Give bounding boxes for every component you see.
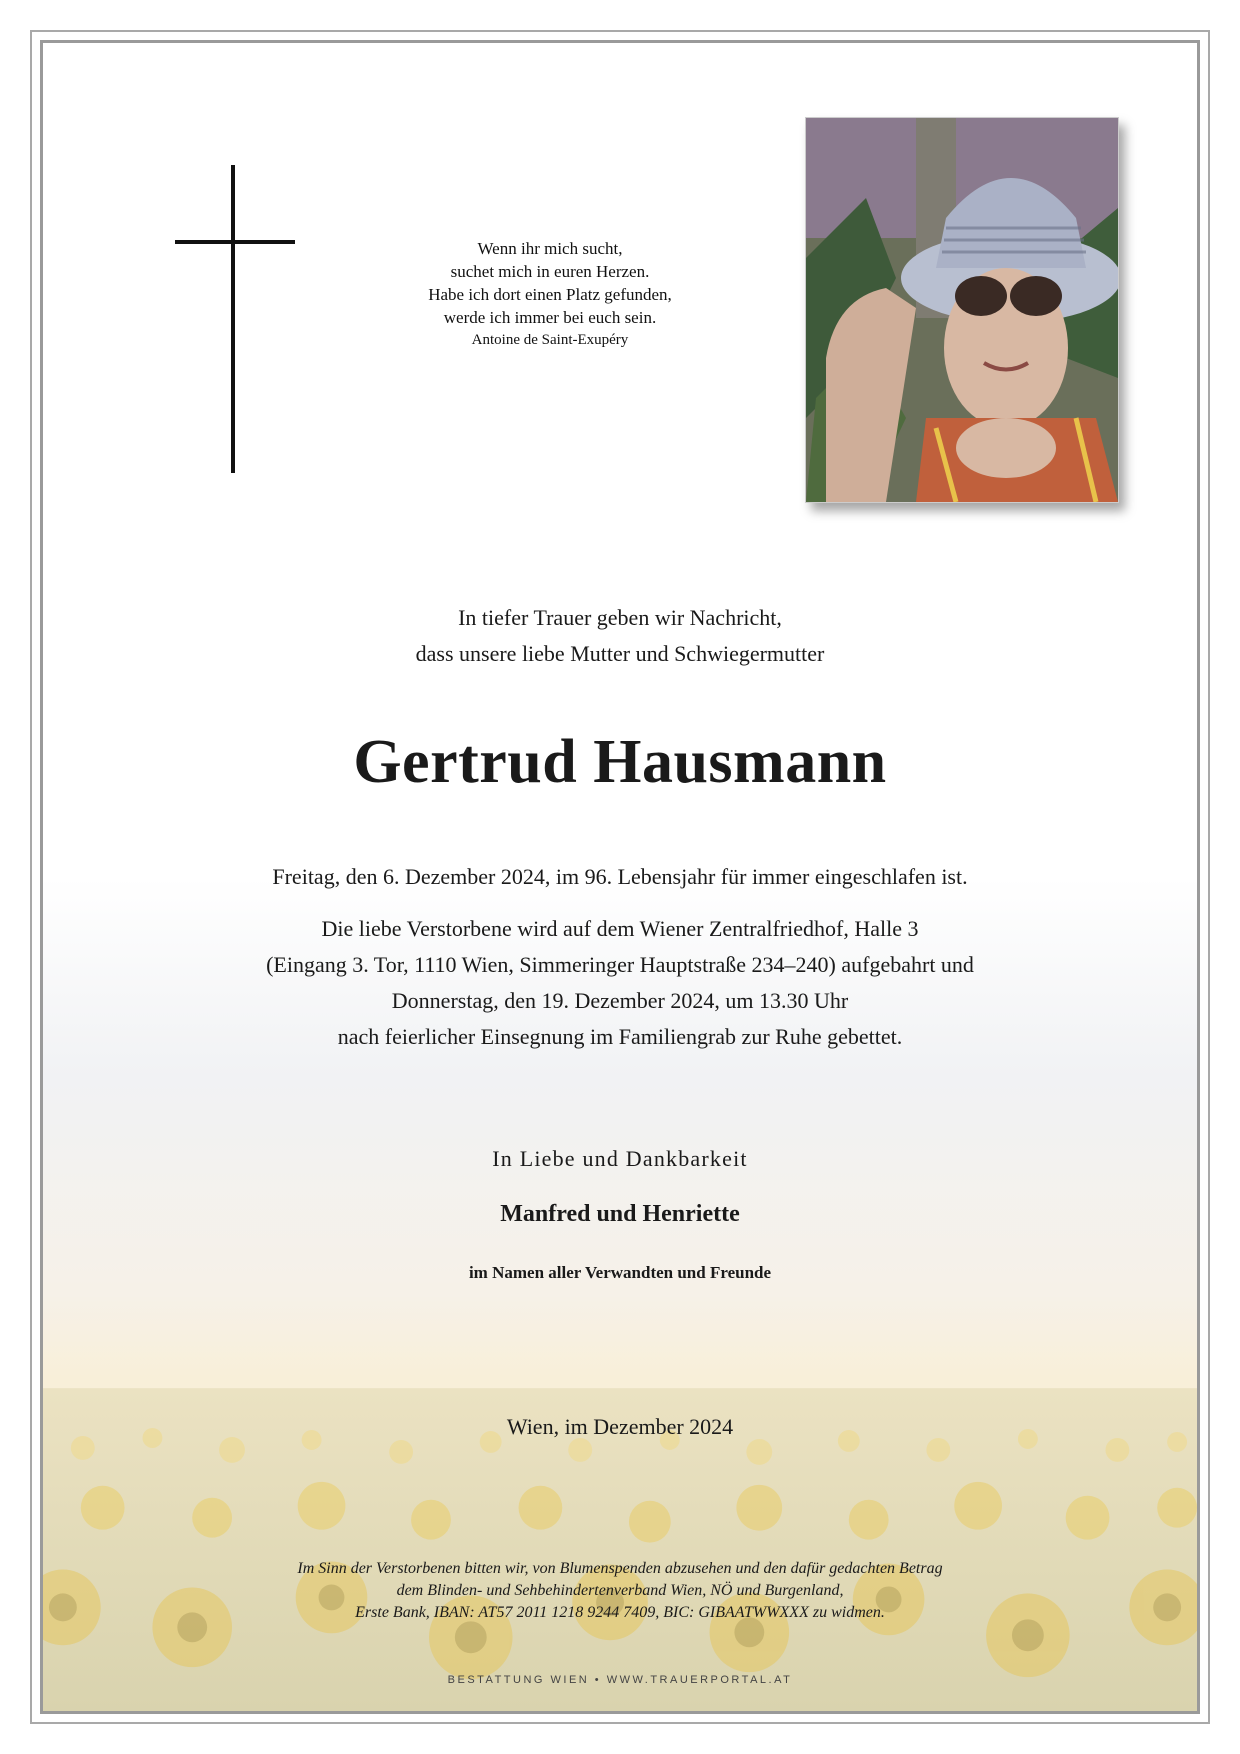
quote-author: Antoine de Saint-Exupéry: [471, 332, 629, 348]
funeral-line: (Eingang 3. Tor, 1110 Wien, Simmeringer Hauptstraße 234–240) aufgebahrt und: [266, 952, 974, 977]
funeral-details: [40, 911, 1200, 1055]
funeral-line: Donnerstag, den 19. Dezember 2024, um 13.30 Uhr: [391, 988, 849, 1013]
portrait-photo: [805, 117, 1119, 503]
cross-symbol: [175, 165, 295, 475]
intro-text: [40, 600, 1200, 672]
donation-line: dem Blinden- und Sehbehindertenverband Wien, NÖ und Burgenland,: [396, 1582, 844, 1599]
donation-line: Im Sinn der Verstorbenen bitten wir, von Blumenspenden abzusehen und den dafür gedachten Betrag: [297, 1560, 943, 1577]
thanks-line: In Liebe und Dankbarkeit: [492, 1146, 748, 1171]
quote-line: suchet mich in euren Herzen.: [450, 262, 650, 281]
quote-line: Wenn ihr mich sucht,: [477, 239, 623, 258]
place-date: Wien, im Dezember 2024: [506, 1414, 734, 1439]
family-subline: im Namen aller Verwandten und Freunde: [468, 1263, 772, 1282]
intro-line: In tiefer Trauer geben wir Nachricht,: [458, 605, 782, 630]
family-names: Manfred und Henriette: [500, 1201, 740, 1227]
deceased-name: Gertrud Hausmann: [353, 728, 887, 796]
poem-quote: [390, 237, 710, 351]
donation-note: [40, 1558, 1200, 1624]
death-notice: Freitag, den 6. Dezember 2024, im 96. Lebensjahr für immer eingeschlafen ist.: [272, 864, 968, 889]
footer-company: BESTATTUNG WIEN: [447, 1674, 590, 1686]
quote-line: Habe ich dort einen Platz gefunden,: [428, 285, 672, 304]
donation-line: Erste Bank, IBAN: AT57 2011 1218 9244 7409, BIC: GIBAATWWXXX zu widmen.: [355, 1604, 885, 1621]
quote-line: werde ich immer bei euch sein.: [443, 308, 657, 327]
footer-credit: [40, 1672, 1200, 1688]
intro-line: dass unsere liebe Mutter und Schwiegermutter: [415, 641, 825, 666]
funeral-line: Die liebe Verstorbene wird auf dem Wiener Zentralfriedhof, Halle 3: [321, 916, 919, 941]
footer-separator: •: [594, 1674, 602, 1686]
footer-website[interactable]: WWW.TRAUERPORTAL.AT: [606, 1674, 793, 1686]
funeral-line: nach feierlicher Einsegnung im Familiengrab zur Ruhe gebettet.: [337, 1024, 903, 1049]
